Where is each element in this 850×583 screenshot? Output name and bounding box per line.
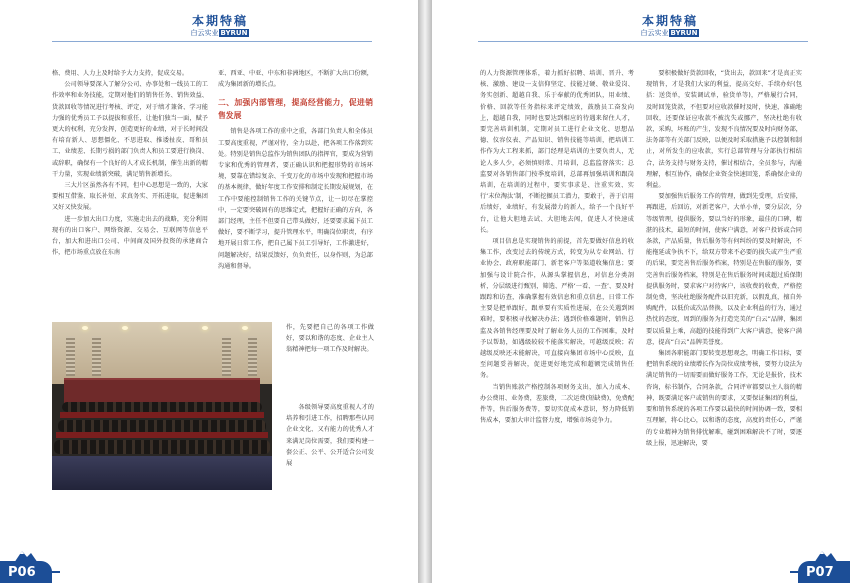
paragraph: 格、费用、人力上及时给予大力支持，促成交易。 [52,70,189,77]
mountain-logo-icon [14,547,38,563]
paragraph: 当销售账款产格控制各项财务支出，加入力成本、办公费用、业务费，差旅费，二次运费(短缺费)，免费配件等，售后服务费等，要切实促成本意识，努力降低销售成本，要加大审计监督力度，增强市场竞争力。 [480,383,634,425]
paragraph: 作，先要把自己的各项工作做好，要以和谐的态度、企业主人翁精神把每一项工作及时解决。 [286,324,374,354]
paragraph: 项目信息是实现销售的前提，首先要做好信息的收集工作，改变过去的传统方式，转变为从专业网站、行业协会、政府职能部门、新老客户等渠道收集信息；要加强与设计院合作，从源头掌握信息，对信息分类剖析，分层级进行甄别，筛选、严格‘一看、一查’、要及时跟踪和访查，准确掌握有效信息和重点信息，日常工作主要是把单跟好，跟单要有实质性进展，在公关遇到困难时，要积极寻找解决办法；遇到价格难题时，销售总监及各销售经理要及时了解业务人员的工作困难，及时予以帮助，如遇级较较不能落实解决，可越级反映；若越级反映还未能解决，可直接向集团市场中心反映，直至问题妥善解决，促进更好地完成和超额完成销售任务。 [480,238,634,380]
header-subtitle-prefix: 白云实业 [190,29,219,37]
page-number: P07 [806,565,834,580]
photo-window [66,336,75,376]
photo-floor [52,456,272,490]
right-column-2 [646,68,802,528]
paragraph: 的人力资源管理体系，着力抓好招聘、培训、晋升、考核、激励、建设一支信仰坚定、技能过硬、敬业爱岗、务实创新、超越自我、乐于奉献的优秀团队，用业绩、价格、回款等任务指标来评定绩效，鼓励员工奋发向上，超越自我，同时也要达到相应的待遇来留住人才，要完善培训机制，定期对员工进行企业文化、思想品德、仪容仪表、产品知识、销售技能等培训，把培训工作作为大工程来抓，部门经理是培训的主要负责人，无论人多人少，必须慎则常、月培训，总监监督落实；总监要对各销售部门按季度培训，总部再加强培训和跟岗培训，在培训的过程中，要实事求是、注重实效、实行‘末位淘汰’制，不断挖掘员工潜力，要敢于，善于启用后绩好，业绩好，有发展潜力的新人，给予一个良好平台，让他大胆地去试、大胆地去闯，促进人才快速成长。 [480,70,634,234]
header-rule [52,41,372,42]
photo-lamp [242,326,248,330]
paragraph: 公司领导要深入了解分公司、办事处和一线员工的工作效率和业务技能，定期对他们的销售任务、销售效益、货款回收等情况进行考核、评定，对于绩才兼备、学习能力强的优秀员工予以提拔和重任，让他们独当一面，赋予更大的权利，充分发挥，创造更好的业绩，对于长时间没有培育新人、思想僵化、不思进取、推诿扯皮、哥和员工、业绩差、长期亏损的部门负责人和员工要进行换岗、或辞职，确保有一个良好的人才成长机制，催生出新的精干力量，实现业绩新突破，满足销售新增长。 [52,81,208,178]
page-header-right [620,14,720,38]
header-subtitle-prefix: 白云实业 [640,29,669,37]
photo-table [60,412,264,418]
photo-window [92,336,101,376]
paragraph: 销售是各项工作的重中之重，各部门负责人和全体员工要高度重视，严谨对待，全力以赴，把各项工作落到实处。特别是销售总监作为销售团队的指挥官，要成为营销专家和优秀的管理者，要正确认识和把握形势的市场环境，要靠在错综复杂、千变万化的市场中发现和把握市场的基本规律，做好年度工作安排和制定长期发展规划，在工作中要能控制销售工作的关键节点，让一切尽在掌控中，一定要突破固有的思维定式，把握好正确的方向，各部门经理，主任不但要自己带头做好，还要要求属下员工做好，要不断学习，提升管理水平，明确岗位职责，有序地开展日常工作，把自己属下员工引导好，工作激进好，问题解决好，结果反馈好，负负责任，以身作则，为总部沟通和督导。 [218,128,373,270]
paragraph: 各级领导要高度重视人才的培养和引进工作，招聘那些认同企业文化、又有能力的优秀人才来满足岗位需要，我们要构建一套公正、公平、公开适合公司发展 [286,404,374,468]
paragraph: 要积极做好货款回收，“货出去，款回来”才是真正实现销售，才是我们大家的利益，提高交好、手续办好(包括：送货单，安装调试单，验货单等)，严格履行合同，及时回笼货款，不但要对应收款催时及时，快速，准确地回收，还要保证应收款不被沈失或挪产，坚决杜绝有收款，采购，坏账的产生，发现不良情况要及时向财务部，法务部等有关部门反映，以便及时采取措施予以控制和制止，对所发生的应收款，实行总部管理与分部执行相结合，法务支持与财务支持，催讨相结合，全员参与，沟通理解，相互协作，确保企业资金快速回笼，系确保企业的利益。 [646,70,802,190]
section-heading: 二、加强内部管理，提高经营能力，促进销售发展 [218,98,373,121]
left-column-1 [52,68,208,318]
meeting-photo [52,322,272,490]
header-brand: BYRUN [670,29,698,37]
header-rule [478,41,808,42]
header-title: 本期特稿 [641,14,698,28]
photo-lamp [82,326,88,330]
mountain-logo-icon [814,547,838,563]
right-column-1 [480,68,634,528]
paragraph: 进一步加大出口力度，实施走出去的战略，充分利用现有的出口客户、网络资源、交易会、互联网等信息平台，加大和进出口公司、中间商及国外投资的承建商合作，把市场重点放在东南 [52,215,208,257]
header-brand: BYRUN [220,29,248,37]
photo-audience [54,440,270,454]
photo-audience [62,402,262,412]
page-header-left [170,14,270,38]
photo-lamp [122,326,128,330]
photo-window [248,336,257,376]
left-side-column [286,322,374,402]
left-bottom-column [286,402,374,522]
photo-audience [58,420,266,432]
page-gutter [418,0,432,583]
photo-wall [52,322,272,384]
left-page [0,0,418,583]
photo-lamp [202,326,208,330]
paragraph: 三大片区虽然各有不同，但中心思想是一致的，大家要相互借鉴、取长补短、求真务实、开拓进取，促进集团又好又快发展。 [52,182,208,212]
photo-window [222,336,231,376]
photo-lamp [162,326,168,330]
photo-table [56,432,268,438]
header-subtitle [620,28,720,38]
paragraph: 亚、西亚、中亚、中东和非洲地区，不断扩大出口份额，成为集团新的增长点。 [218,70,373,89]
paragraph: 集团各职能部门要转变思想观念，明确工作目标，要把销售系统的业绩增长作为岗位成绩考核，要努力设法为满足销售的一切需要而做好服务工作，无论是报价，技术咨询，标书制作，合同条款，合同评审都要以主人翁的精神，既要满足客户或销售的要求，又要保证集团的利益，要和销售系统的各项工作要以最快的时间协调一致，要相互理解，将心比心，以和谐的态度，高度的责任心，严谨的专业精神为销售排忧解难，碰到困难解决不了时，要逐级上报，迅速解决，要 [646,350,802,447]
right-page [432,0,850,583]
page-number: P06 [8,565,36,580]
paragraph: 要加强售后服务工作的管理，做到先受理，后安排，再跟进，后回访，对新老客户，大单小单，要分层次，分等级管理，提供服务，要以当好的形象，最佳的口碑，精湛的技术，最短的时间，使客户满意，对客户投诉或合同条款，产品质量，售后服务等有何纠纷的要及时解决，不能拖延或争执不下，给双方带来不必要的损失或产生严重的后果，要完善售后服务档案，特别是在售服的服务，要完善售后服务档案，特别是在售后服务时间成超过质保期提供服务时，要求客户对待客户，该收费的收费，严格控制免费，坚决杜绝服务配件以旧充新，以假乱真，擅自外购配件，以低价或次品替换，以及企业利益的行为，通过热忱的态度，周到的服务为打造完美的“白云”品牌，集团要以质量上乘，高超的技能得到广大客户满意，使客户满意，提高“白云”品牌美誉度。 [646,193,802,346]
left-column-2 [218,68,373,330]
header-subtitle [170,28,270,38]
header-title: 本期特稿 [191,14,248,28]
